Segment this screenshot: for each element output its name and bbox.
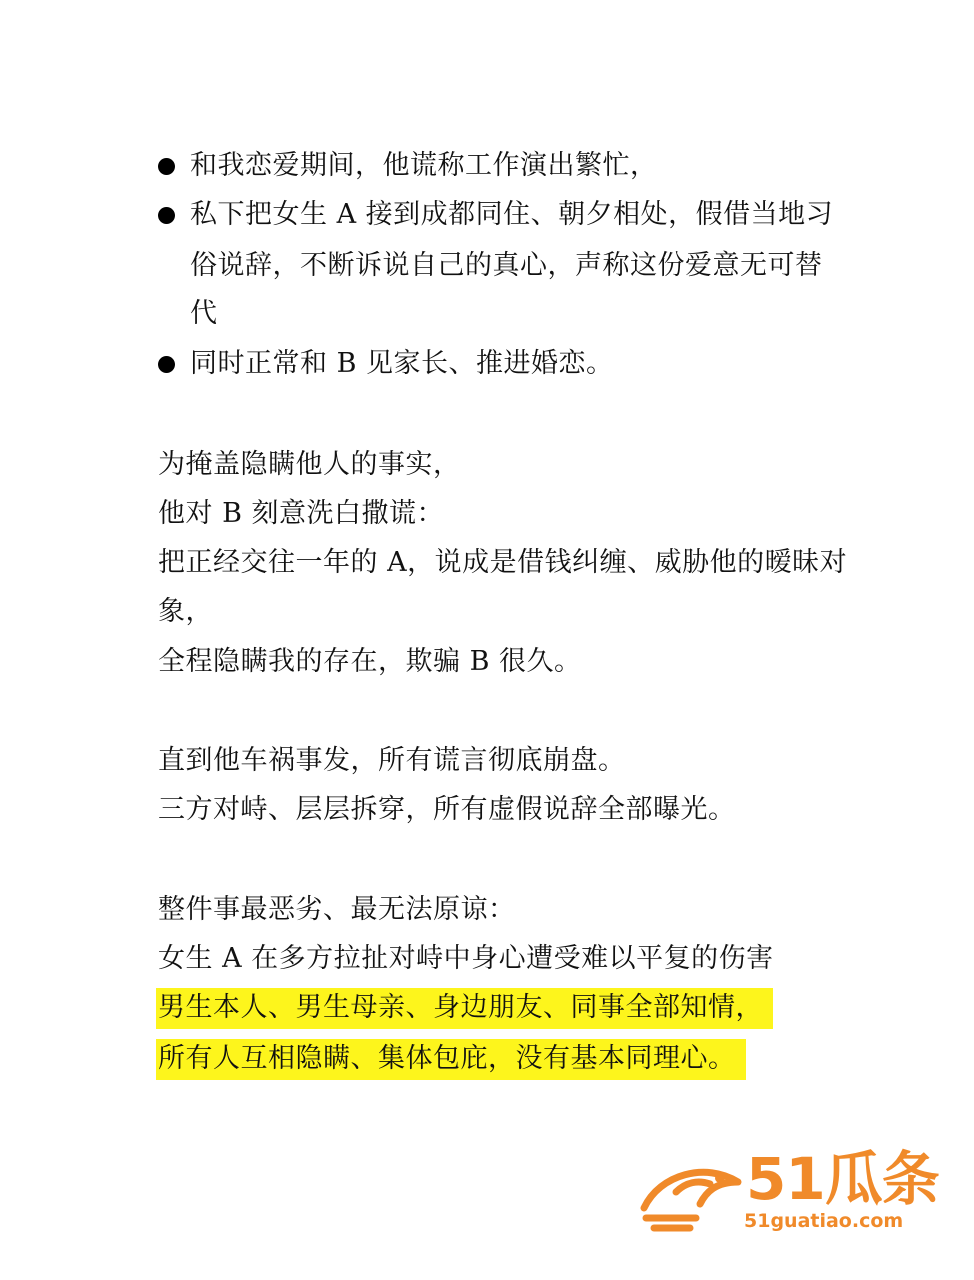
orange-fish-icon xyxy=(636,1152,748,1236)
bullet-1-line-1: 和我恋爱期间，他谎称工作演出繁忙， xyxy=(190,150,658,181)
bullet-dot xyxy=(158,207,175,224)
highlighted-line xyxy=(156,1041,746,1077)
watermark xyxy=(636,1144,939,1244)
bullet-2-line-1: 私下把女生 A 接到成都同住、朝夕相处，假借当地习 xyxy=(190,199,834,230)
watermark-url: 51guatiao.com xyxy=(744,1210,904,1232)
bullet-3-line-1: 同时正常和 B 见家长、推进婚恋。 xyxy=(190,348,614,379)
paragraph-line: 象， xyxy=(158,596,213,627)
paragraph-line: 全程隐瞒我的存在，欺骗 B 很久。 xyxy=(158,646,582,677)
bullet-2-line-3: 代 xyxy=(190,298,218,329)
watermark-brand: 51瓜条 xyxy=(746,1145,939,1213)
paragraph-line: 把正经交往一年的 A，说成是借钱纠缠、威胁他的暧昧对 xyxy=(158,547,848,578)
highlighted-line xyxy=(156,990,773,1026)
paragraph-line: 为掩盖隐瞒他人的事实， xyxy=(158,449,461,480)
paragraph-line: 三方对峙、层层拆穿，所有虚假说辞全部曝光。 xyxy=(158,794,736,825)
paragraph-line: 直到他车祸事发，所有谎言彻底崩盘。 xyxy=(158,745,626,776)
paragraph-line: 他对 B 刻意洗白撒谎： xyxy=(158,498,445,529)
paragraph-line: 整件事最恶劣、最无法原谅： xyxy=(158,894,516,925)
highlight-mark: 男生本人、男生母亲、身边朋友、同事全部知情， xyxy=(156,988,773,1029)
highlight-mark: 所有人互相隐瞒、集体包庇，没有基本同理心。 xyxy=(156,1039,746,1080)
paragraph-line: 女生 A 在多方拉扯对峙中身心遭受难以平复的伤害 xyxy=(158,943,774,974)
bullet-2-line-2: 俗说辞，不断诉说自己的真心，声称这份爱意无可替 xyxy=(190,250,823,281)
bullet-dot xyxy=(158,158,175,175)
bullet-dot xyxy=(158,356,175,373)
